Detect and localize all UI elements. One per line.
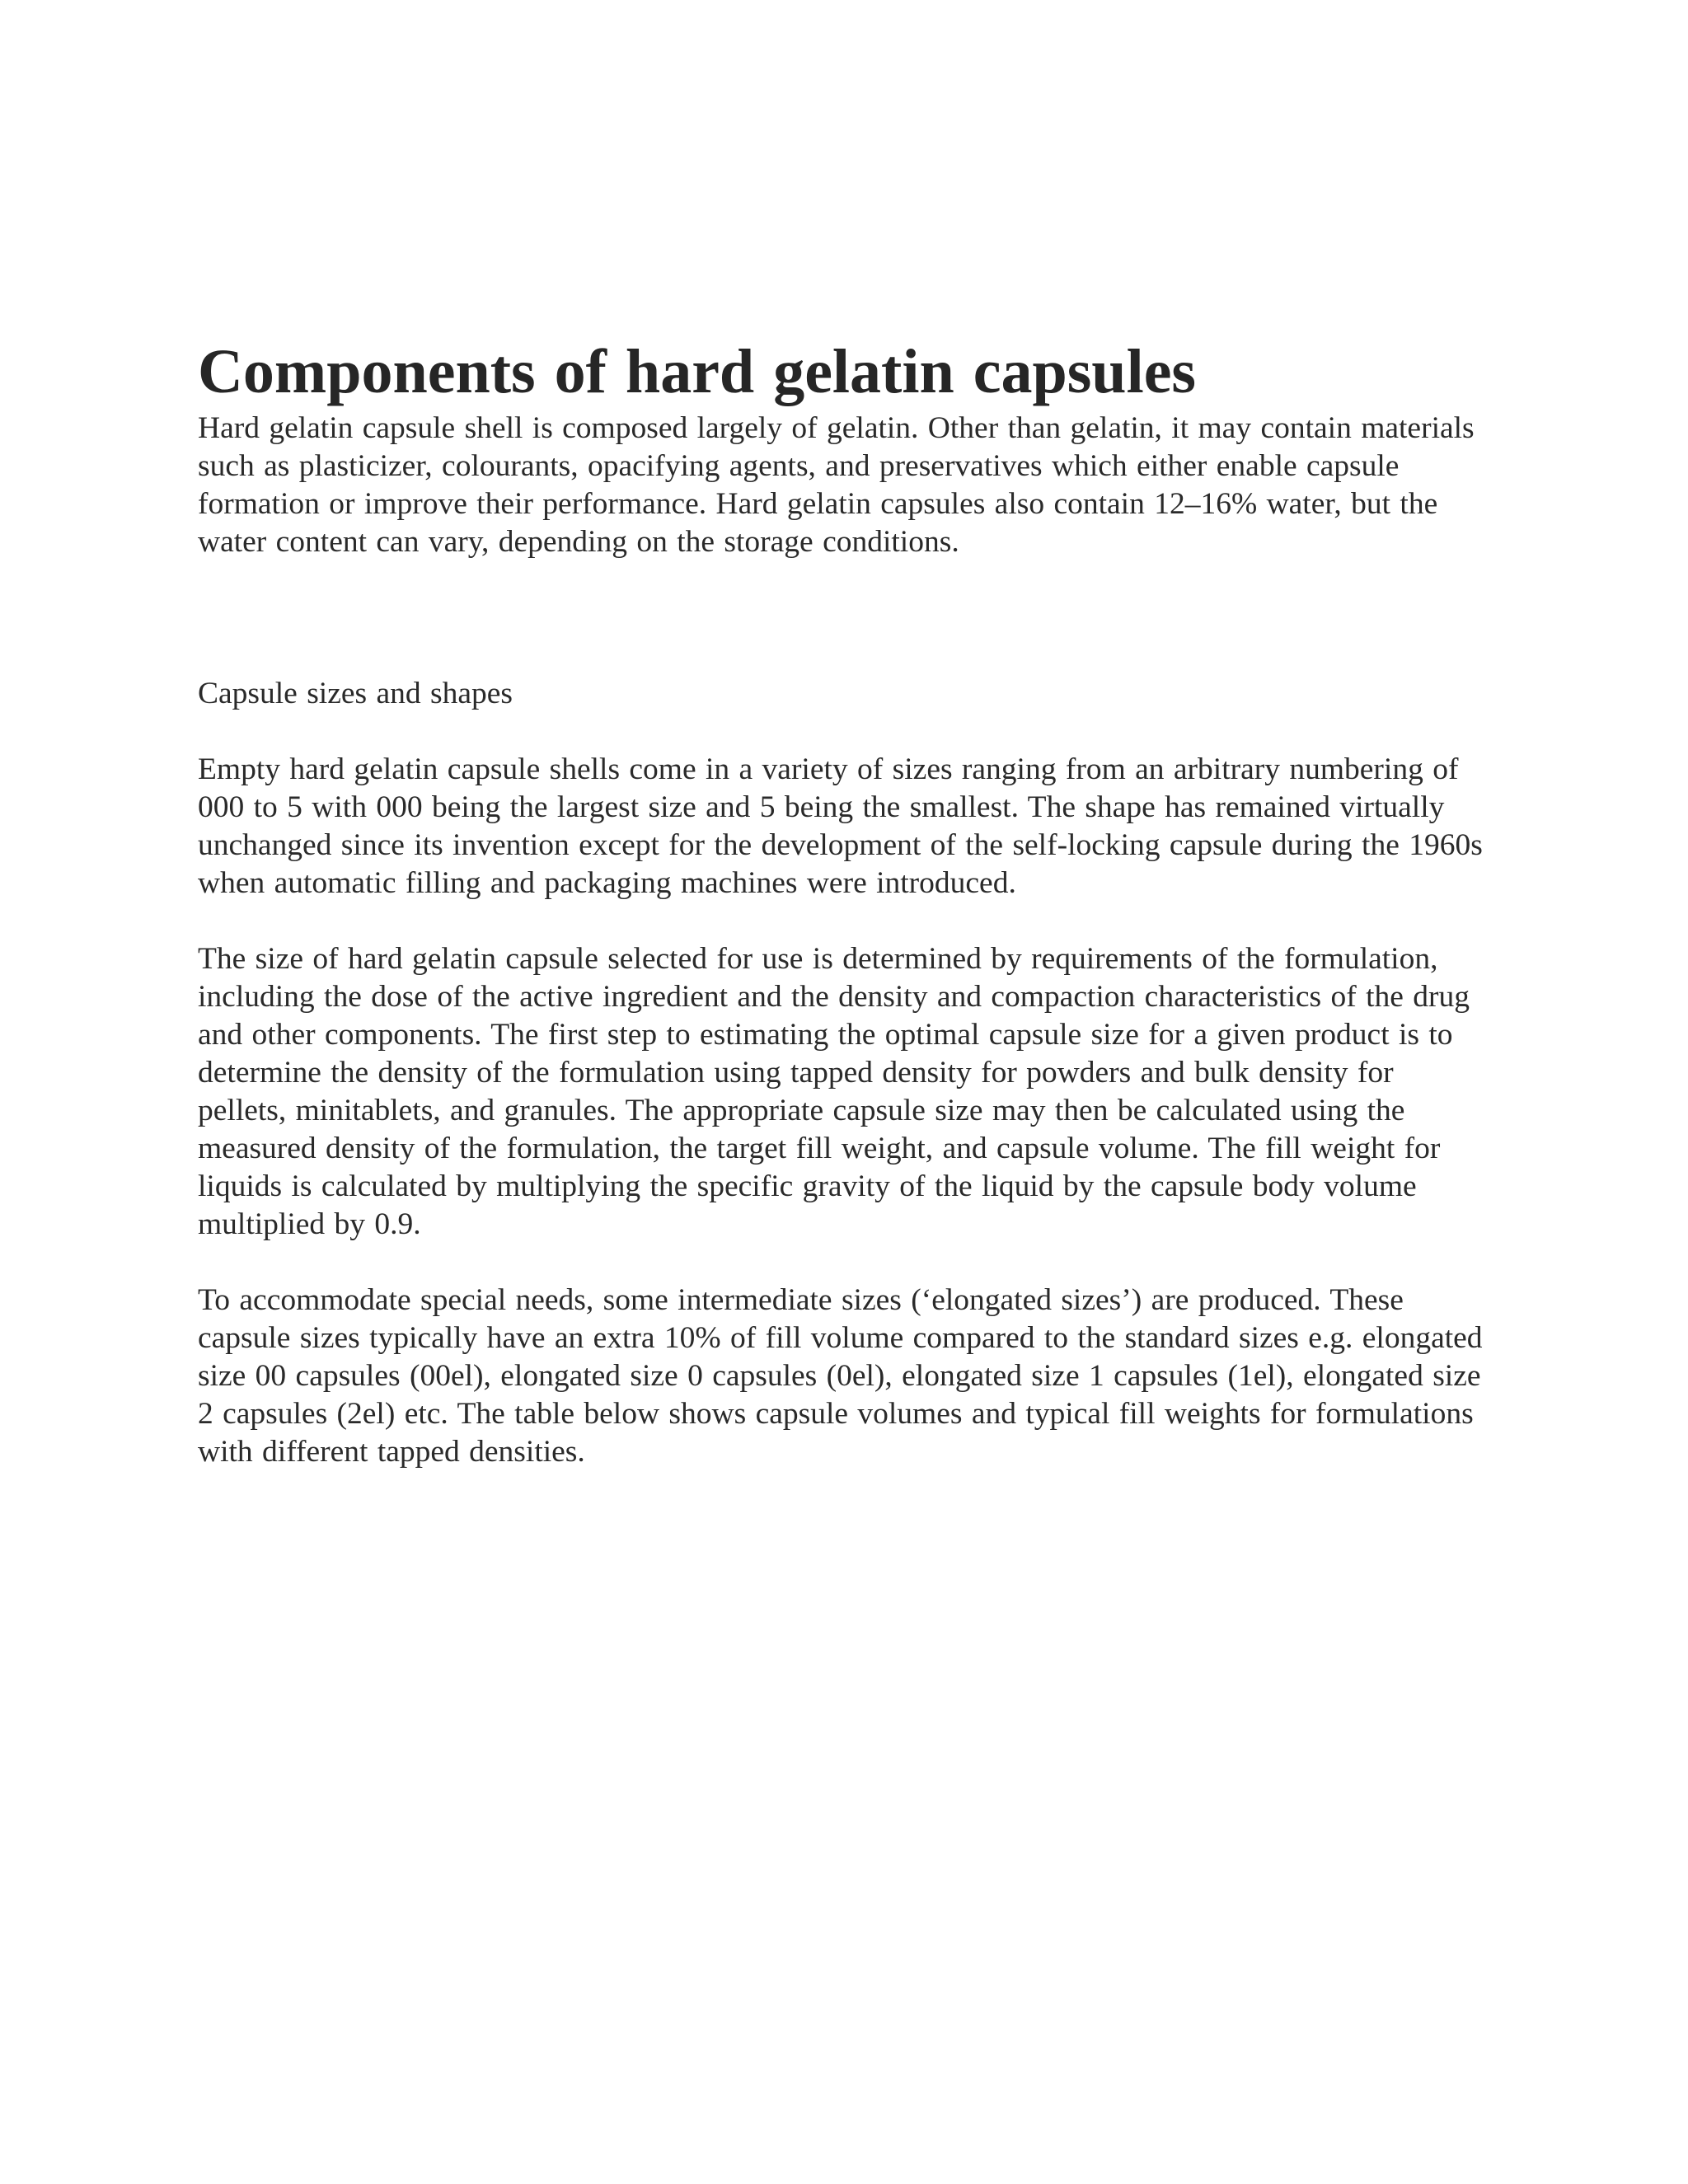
document-page bbox=[198, 334, 1484, 1471]
body-paragraph-1: Empty hard gelatin capsule shells come in a variety of sizes ranging from an arbitrary numbering of 000 to 5 with 000 being the largest size and 5 being the smallest. The shape has remained virtually unchanged since its invention except for the development of the self-locking capsule during the 1960s when automatic filling and packaging machines were introduced. bbox=[198, 752, 1483, 900]
body-paragraph-3: To accommodate special needs, some intermediate sizes (‘elongated sizes’) are produced. These capsule sizes typically have an extra 10% of fill volume compared to the standard sizes e.g. elongated size 00 capsules (00el), elongated size 0 capsules (0el), elongated size 1 capsules (1el), elongated size 2 capsules (2el) etc. The table below shows capsule volumes and typical fill weights for formulations with different tapped densities. bbox=[198, 1283, 1483, 1469]
section-heading: Capsule sizes and shapes bbox=[198, 677, 513, 710]
intro-paragraph: Hard gelatin capsule shell is composed largely of gelatin. Other than gelatin, it may contain materials such as plasticizer, colourants, opacifying agents, and preservatives which either enable capsule formation or improve their performance. Hard gelatin capsules also contain 12–16% water, but the water content can vary, depending on the storage conditions. bbox=[198, 411, 1475, 559]
body-paragraph-2: The size of hard gelatin capsule selected for use is determined by requirements of the formulation, including the dose of the active ingredient and the density and compaction characteristics of the drug and other components. The first step to estimating the optimal capsule size for a given product is to determine the density of the formulation using tapped density for powders and bulk density for pellets, minitablets, and granules. The appropriate capsule size may then be calculated using the measured density of the formulation, the target fill weight, and capsule volume. The fill weight for liquids is calculated by multiplying the specific gravity of the liquid by the capsule body volume multiplied by 0.9. bbox=[198, 942, 1470, 1241]
page-title: Components of hard gelatin capsules bbox=[198, 337, 1196, 406]
